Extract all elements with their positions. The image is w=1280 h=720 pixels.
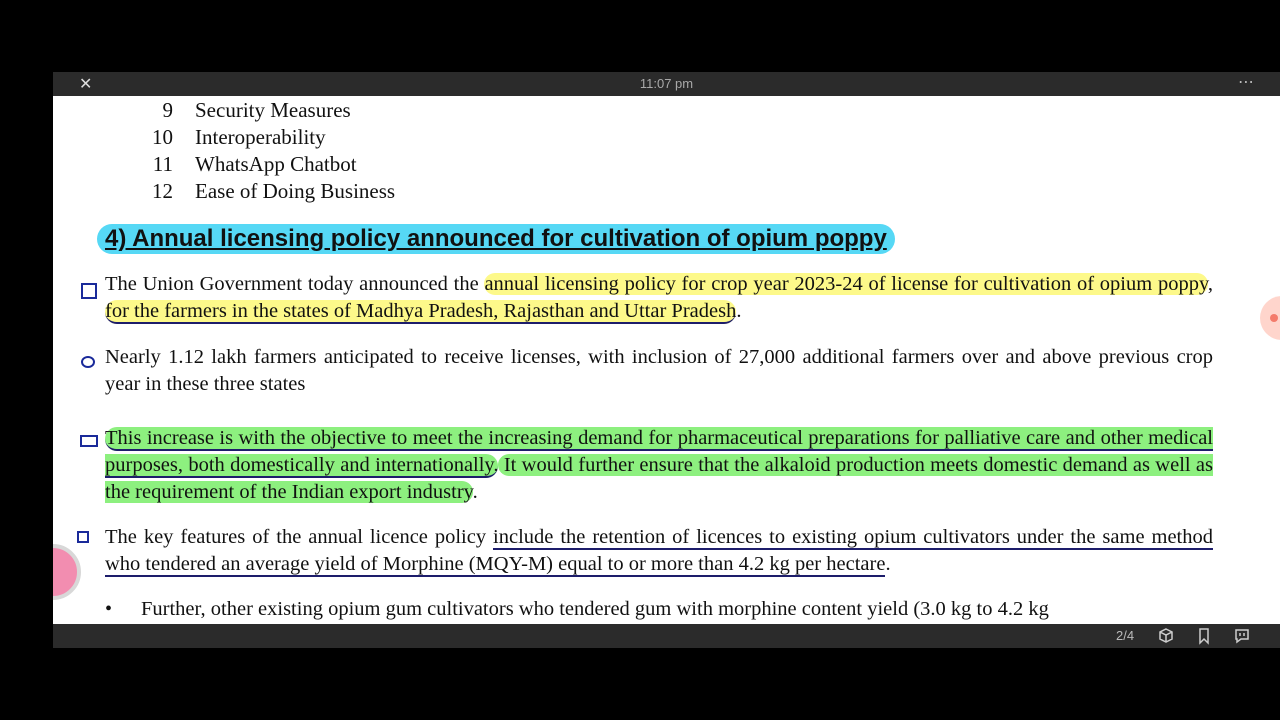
bullet-text: Further, other existing opium gum cultivators who tendered gum with morphine content yield (3.0 kg to 4.2 kg	[141, 598, 1049, 620]
p1-text: The Union Government today announced the	[105, 273, 485, 295]
section-heading: 4) Annual licensing policy announced for cultivation of opium poppy	[97, 224, 895, 254]
p4-underlined: include the retention of licences to existing opium cultivators under the same method who tendered an average yield of Morphine (MQY-M) equal to or more than 4.2 kg per hectare	[105, 526, 1213, 575]
page-indicator: 2/4	[1116, 628, 1135, 643]
rect-marker-icon	[80, 435, 98, 447]
p1-text: ,	[1207, 273, 1213, 295]
p4-text: .	[885, 553, 891, 575]
bullet-marker: •	[105, 598, 113, 620]
side-pull-tab[interactable]	[1260, 296, 1280, 340]
p1-highlight: annual licensing policy for crop year 2023-24 of license for cultivation of opium poppy	[484, 273, 1208, 295]
list-item: Ease of Doing Business	[195, 179, 396, 203]
p3-highlight-underlined: This increase is with the objective to meet the increasing demand for pharmaceutical preparations for palliative care and other medical purposes, both domestically and internationally.	[105, 427, 1213, 476]
paragraph-4	[105, 524, 1213, 578]
floating-action-button[interactable]	[53, 544, 81, 600]
list-number: 12	[152, 179, 173, 203]
document-page[interactable]	[53, 96, 1280, 624]
circle-marker-icon	[81, 356, 95, 368]
bookmark-icon[interactable]	[1195, 627, 1213, 645]
checkbox-marker-icon	[81, 283, 97, 299]
more-options-icon[interactable]: ⋯	[1238, 72, 1254, 91]
cube-icon[interactable]	[1157, 627, 1175, 645]
paragraph-3	[105, 425, 1213, 506]
paragraph-2: Nearly 1.12 lakh farmers anticipated to receive licenses, with inclusion of 27,000 additional farmers over and above previous crop year in these three states	[105, 346, 1213, 395]
p1-highlight-underlined: for the farmers in the states of Madhya Pradesh, Rajasthan and Uttar Pradesh	[105, 300, 737, 322]
list-item: Security Measures	[195, 98, 351, 122]
square-marker-icon	[77, 531, 89, 543]
status-time: 11:07 pm	[639, 76, 694, 91]
paragraph-1	[105, 271, 1213, 325]
viewer-bottom-bar	[53, 624, 1280, 648]
p3-highlight: It would further ensure that the alkaloid production meets domestic demand as well as the requirement of the Indian export industry	[105, 454, 1213, 503]
list-number: 11	[152, 152, 173, 176]
list-item: Interoperability	[195, 125, 326, 149]
list-number: 10	[152, 125, 173, 149]
p1-text: .	[736, 300, 742, 322]
comment-icon[interactable]	[1233, 627, 1251, 645]
close-icon[interactable]: ✕	[79, 74, 93, 93]
p4-text: The key features of the annual licence policy	[105, 526, 494, 548]
p3-text: .	[472, 481, 478, 503]
viewer-top-bar	[53, 72, 1280, 96]
list-item: WhatsApp Chatbot	[195, 152, 357, 176]
list-number: 9	[162, 98, 173, 122]
